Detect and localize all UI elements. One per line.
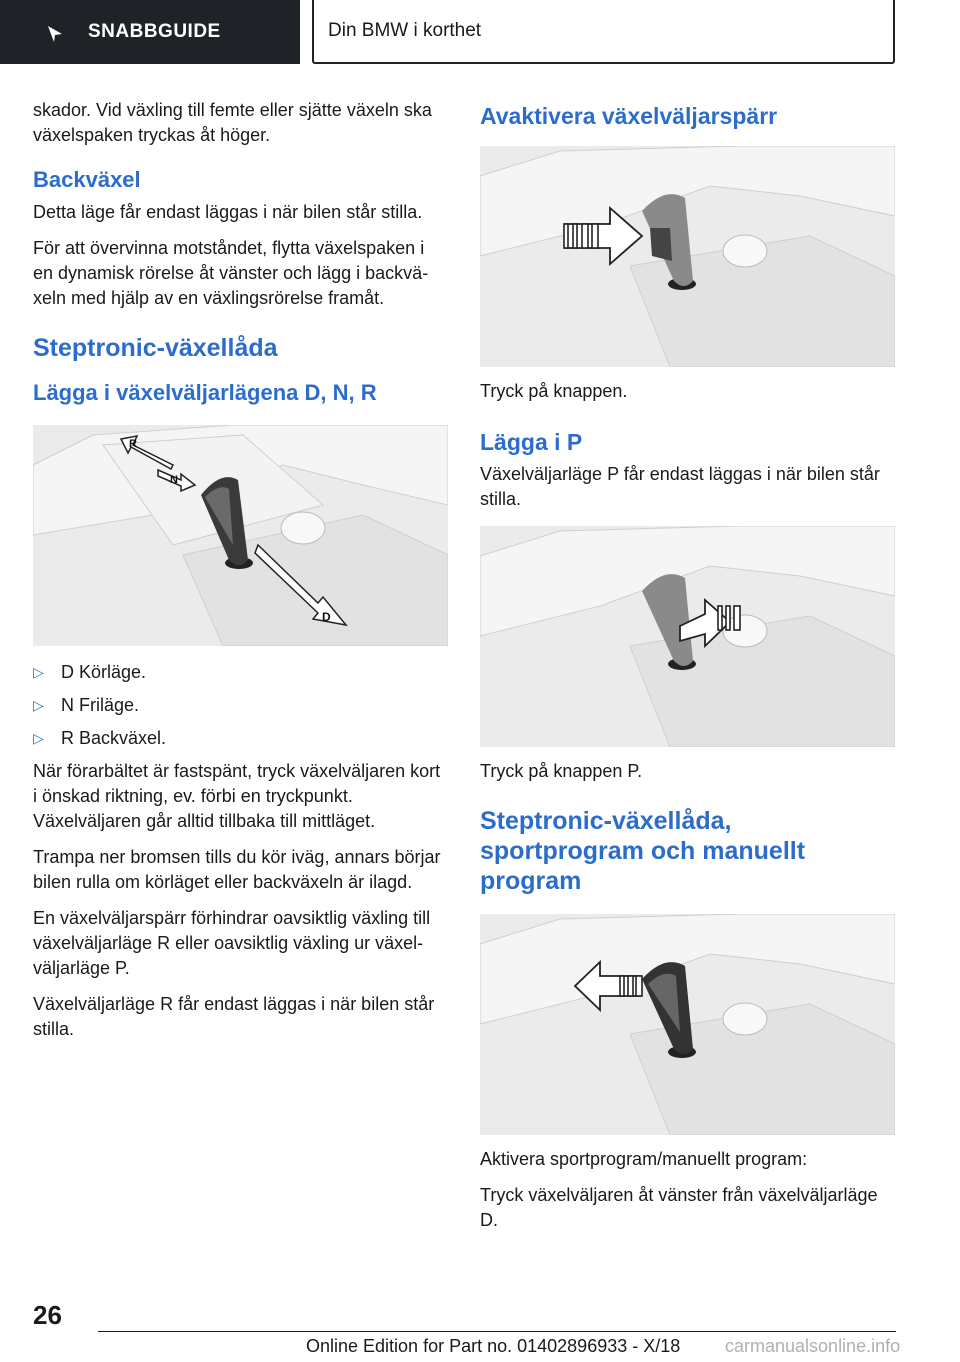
list-item: ▷ R Backväxel. <box>33 726 448 751</box>
fig1-label-r: R <box>129 438 137 450</box>
figure-gear-selector-dnr <box>33 425 448 646</box>
paragraph-lagga-p: Växelväljarläge P får endast läggas i när bilen står stilla. <box>480 464 880 509</box>
triangle-bullet-icon: ▷ <box>33 697 44 713</box>
paragraph-1: När förarbältet är fastspänt, tryck växelväljaren kort i önskad riktning, ev. förbi en tryckpunkt. Växelväljaren går alltid tillbaka till mittläget. <box>33 761 441 831</box>
footer-edition: Online Edition for Part no. 01402896933 - X/18 <box>306 1336 681 1356</box>
paragraph-3: En växelväljarspärr förhindrar oavsiktlig växling till växelväljarläge R eller oavsiktlig växling ur växelväljarläge P. <box>33 908 431 978</box>
section-tab-label: SNABBGUIDE <box>88 21 221 42</box>
right-column <box>480 102 895 1244</box>
paragraph-backvaxel-2: För att övervinna motståndet, flytta växelspaken i en dynamisk rörelse åt vänster och lägg i backväxeln med hjälp av en växlingsrörelse framåt. <box>33 238 429 308</box>
chapter-tab[interactable] <box>312 0 895 64</box>
gear-position-list <box>33 660 448 751</box>
paragraph-backvaxel-1: Detta läge får endast läggas i när bilen står stilla. <box>33 202 423 222</box>
quick-guide-icon <box>44 24 64 44</box>
paragraph-sport-2: Tryck växelväljaren åt vänster från växelväljarläge D. <box>480 1185 878 1230</box>
heading-lagga-dnr: Lägga i växelväljarlägena D, N, R <box>33 380 377 405</box>
triangle-bullet-icon: ▷ <box>33 664 44 680</box>
section-tab[interactable] <box>0 0 300 64</box>
footer-watermark: carmanualsonline.info <box>725 1336 901 1356</box>
heading-sport-manual: Steptronic-växellåda, sportprogram och manuellt program <box>480 807 806 895</box>
fig1-label-n: N <box>170 474 178 486</box>
page-number: 26 <box>33 1300 62 1330</box>
heading-lagga-p: Lägga i P <box>480 429 583 455</box>
left-column <box>33 98 448 1053</box>
paragraph-sport-1: Aktivera sportprogram/manuellt program: <box>480 1149 808 1169</box>
heading-backvaxel: Backväxel <box>33 167 141 192</box>
figure-sport-program <box>480 914 895 1135</box>
triangle-bullet-icon: ▷ <box>33 730 44 746</box>
paragraph-4: Växelväljarläge R får endast läggas i när bilen står stilla. <box>33 994 435 1039</box>
chapter-tab-label: Din BMW i korthet <box>328 20 482 41</box>
list-item: ▷ N Friläge. <box>33 693 448 718</box>
figure-unlock-button <box>480 146 895 367</box>
paragraph-2: Trampa ner bromsen tills du kör iväg, annars börjar bilen rulla om körläget eller backväxeln är ilagd. <box>33 847 441 892</box>
page-header <box>0 0 960 66</box>
paragraph-knappen-p: Tryck på knappen P. <box>480 761 643 781</box>
figure-p-button <box>480 526 895 747</box>
list-item: ▷ D Körläge. <box>33 660 448 685</box>
heading-steptronic: Steptronic-växellåda <box>33 334 278 362</box>
heading-avaktivera: Avaktivera växelväljarspärr <box>480 103 778 129</box>
fig1-label-d: D <box>322 610 331 624</box>
footer-divider <box>98 1331 896 1332</box>
paragraph-avaktivera: Tryck på knappen. <box>480 381 628 401</box>
intro-paragraph: skador. Vid växling till femte eller sjätte växeln ska växelspaken tryckas åt höger. <box>33 100 432 145</box>
